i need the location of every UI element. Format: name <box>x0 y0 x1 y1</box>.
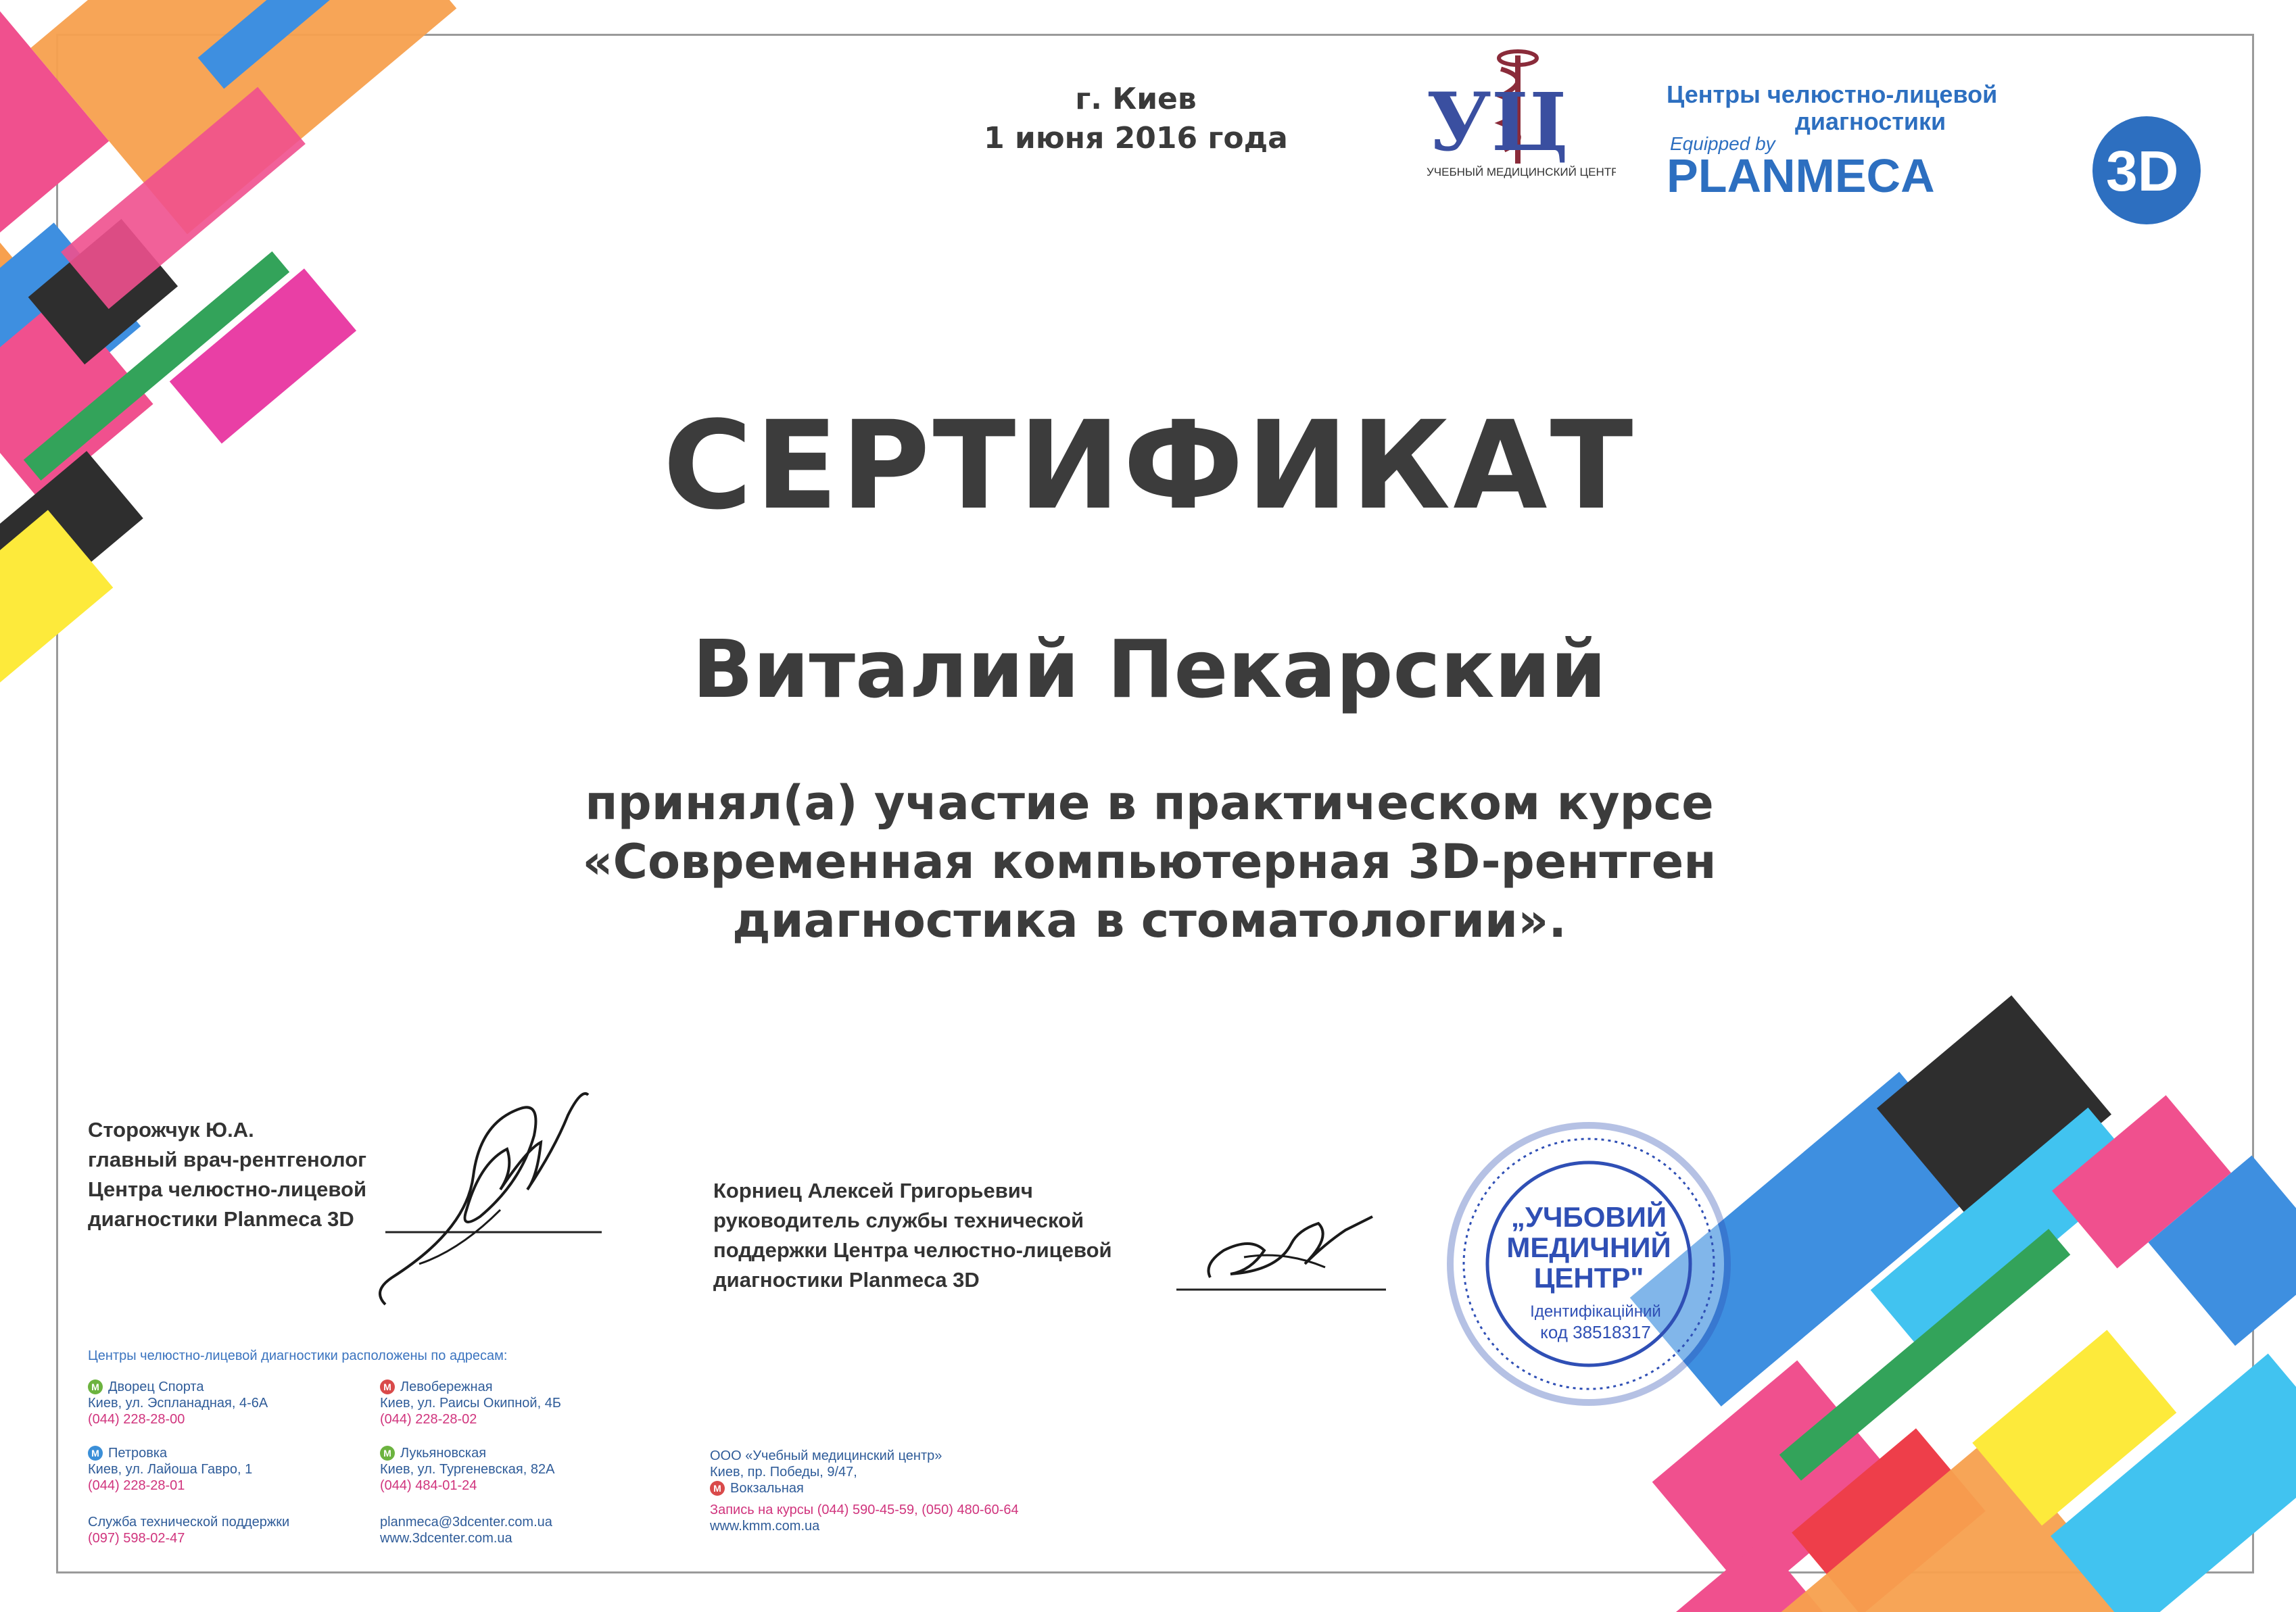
official-stamp <box>1440 1115 1738 1413</box>
ymc-subtitle: УЧЕБНЫЙ МЕДИЦИНСКИЙ ЦЕНТР <box>1427 166 1616 178</box>
stamp-id-2: код 38518317 <box>1540 1322 1651 1342</box>
location-2-phone: (044) 228-28-02 <box>380 1412 477 1427</box>
org-street: Киев, пр. Победы, 9/47, <box>710 1465 857 1480</box>
metro-icon: M <box>88 1446 103 1461</box>
location-1-metro: Дворец Спорта <box>108 1379 204 1394</box>
location-3-street: Киев, ул. Лайоша Гавро, 1 <box>88 1462 253 1477</box>
signatory-2-role-2: поддержки Центра челюстно-лицевой <box>713 1238 1112 1262</box>
signatory-1-name: Сторожчук Ю.А. <box>88 1118 254 1142</box>
location-3-phone: (044) 228-28-01 <box>88 1478 185 1493</box>
metro-icon: M <box>380 1446 395 1461</box>
metro-icon: M <box>710 1481 725 1496</box>
metro-icon: M <box>380 1379 395 1394</box>
date: 1 июня 2016 года <box>984 121 1288 155</box>
signatory-2-role-1: руководитель службы технической <box>713 1208 1084 1232</box>
location-4-phone: (044) 484-01-24 <box>380 1478 477 1493</box>
stamp-center-1: „УЧБОВИЙ <box>1510 1201 1667 1233</box>
org-enroll: Запись на курсы (044) 590-45-59, (050) 480-60-64 <box>710 1503 1019 1517</box>
location-1-street: Киев, ул. Эспланадная, 4-6А <box>88 1396 268 1411</box>
signatory-1 <box>88 1115 366 1234</box>
support-label: Служба технической поддержки <box>88 1515 290 1530</box>
contact-website: www.3dcenter.com.ua <box>380 1531 512 1546</box>
stamp-center-2: МЕДИЧНИЙ <box>1506 1231 1671 1263</box>
support-phone: (097) 598-02-47 <box>88 1531 185 1546</box>
ymc-letters: УЦ <box>1427 75 1569 169</box>
support-info <box>88 1514 289 1546</box>
contact-info <box>380 1514 552 1546</box>
signatory-1-role-3: диагностики Planmeca 3D <box>88 1207 354 1231</box>
planmeca-badge-text: 3D <box>2106 139 2179 203</box>
location-2 <box>380 1379 561 1427</box>
location-1 <box>88 1379 268 1427</box>
planmeca-line1: Центры челюстно-лицевой <box>1667 80 1998 108</box>
planmeca-line2: диагностики <box>1795 107 1946 135</box>
location-4 <box>380 1445 554 1494</box>
location-3 <box>88 1445 252 1494</box>
location-1-phone: (044) 228-28-00 <box>88 1412 185 1427</box>
org-name: ООО «Учебный медицинский центр» <box>710 1448 942 1463</box>
course-line-1: принял(а) участие в практическом курсе <box>585 775 1714 831</box>
certificate-title: СЕРТИФИКАТ <box>663 395 1636 537</box>
org-info <box>710 1448 1019 1534</box>
city: г. Киев <box>1075 82 1197 116</box>
location-2-metro: Левобережная <box>400 1379 493 1394</box>
signatory-2 <box>713 1176 1112 1295</box>
org-site: www.kmm.com.ua <box>710 1519 820 1534</box>
place-and-date <box>899 80 1372 158</box>
course-line-2: «Современная компьютерная 3D-рентген <box>582 834 1717 889</box>
location-2-street: Киев, ул. Раисы Окипной, 4Б <box>380 1396 561 1411</box>
signatory-2-name: Корниец Алексей Григорьевич <box>713 1179 1033 1202</box>
contact-email: planmeca@3dcenter.com.ua <box>380 1515 552 1530</box>
planmeca-equipped: Equipped by <box>1670 133 1775 154</box>
ymc-logo <box>1420 49 1616 184</box>
signatory-1-role-1: главный врач-рентгенолог <box>88 1148 367 1171</box>
signatory-2-role-3: диагностики Planmeca 3D <box>713 1268 980 1292</box>
course-description <box>406 774 1893 950</box>
addresses-title: Центры челюстно-лицевой диагностики расположены по адресам: <box>88 1348 508 1363</box>
recipient-name: Виталий Пекарский <box>692 622 1606 716</box>
location-4-metro: Лукьяновская <box>400 1446 487 1461</box>
org-metro: Вокзальная <box>730 1481 804 1496</box>
planmeca-logo <box>1663 76 2204 238</box>
location-4-street: Киев, ул. Тургеневская, 82А <box>380 1462 555 1477</box>
signature-1 <box>365 1075 622 1318</box>
signature-2 <box>1170 1203 1393 1298</box>
planmeca-brand: PLANMECA <box>1667 149 1935 202</box>
course-line-3: диагностика в стоматологии». <box>732 893 1566 948</box>
stamp-id-1: Ідентифікаційний <box>1530 1302 1661 1321</box>
signatory-1-role-2: Центра челюстно-лицевой <box>88 1177 367 1201</box>
metro-icon: M <box>88 1379 103 1394</box>
location-3-metro: Петровка <box>108 1446 168 1461</box>
stamp-center-3: ЦЕНТР" <box>1533 1262 1644 1294</box>
